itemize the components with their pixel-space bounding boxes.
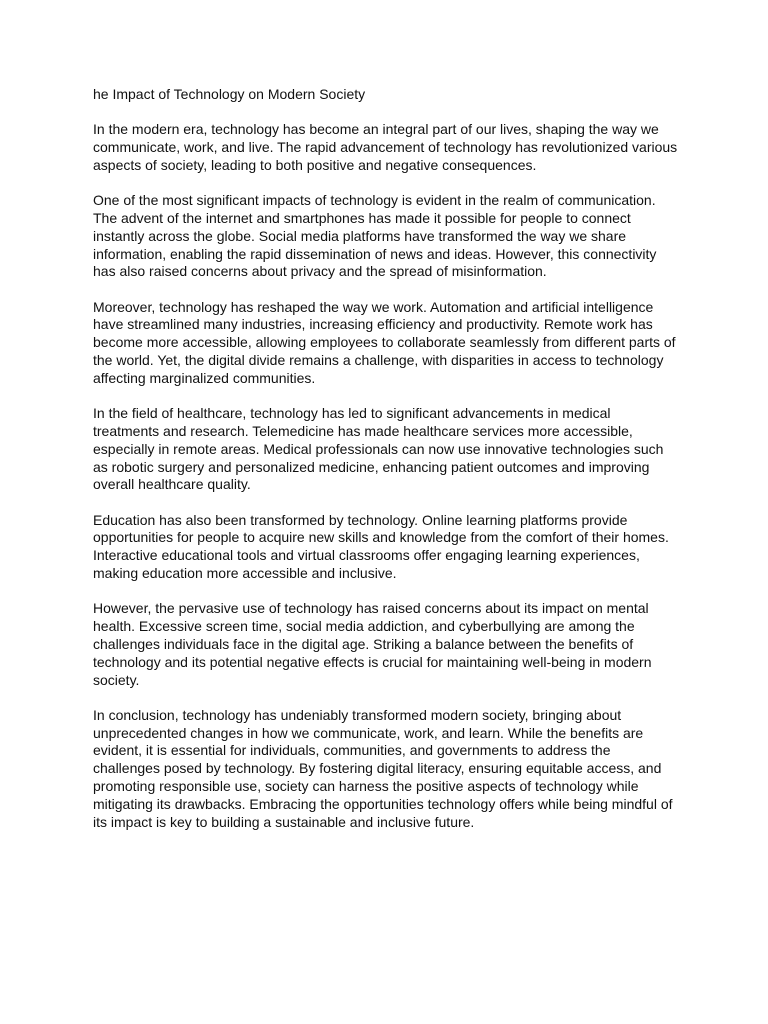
paragraph-communication: One of the most significant impacts of technology is evident in the realm of communication. The advent of the internet and smartphones has made it possible for people to connect instantly across the globe. Social media platforms have transformed the way we share information, enabling the rapid dissemination of news and ideas. However, this connectivity has also raised concerns about privacy and the spread of misinformation. [93, 192, 657, 280]
paragraph-mental-health: However, the pervasive use of technology has raised concerns about its impact on mental health. Excessive screen time, social media addiction, and cyberbullying are among the challenges individuals face in the digital age. Striking a balance between the benefits of technology and its potential negative effects is crucial for maintaining well-being in modern society. [93, 600, 652, 688]
paragraph-conclusion: In conclusion, technology has undeniably transformed modern society, bringing about unprecedented changes in how we communicate, work, and learn. While the benefits are evident, it is essential for individuals, communities, and governments to address the challenges posed by technology. By fostering digital literacy, ensuring equitable access, and promoting responsible use, society can harness the positive aspects of technology while mitigating its drawbacks. Embracing the opportunities technology offers while being mindful of its impact is key to building a sustainable and inclusive future. [93, 706, 673, 830]
paragraph-work: Moreover, technology has reshaped the way we work. Automation and artificial intelligence have streamlined many industries, increasing efficiency and productivity. Remote work has become more accessible, allowing employees to collaborate seamlessly from different parts of the world. Yet, the digital divide remains a challenge, with disparities in access to technology affecting marginalized communities. [93, 298, 676, 386]
document-title: he Impact of Technology on Modern Society [93, 86, 366, 102]
paragraph-healthcare: In the field of healthcare, technology has led to significant advancements in medical treatments and research. Telemedicine has made healthcare services more accessible, especially in remote areas. Medical professionals can now use innovative technologies such as robotic surgery and personalized medicine, enhancing patient outcomes and improving overall healthcare quality. [93, 405, 664, 493]
paragraph-intro: In the modern era, technology has become an integral part of our lives, shaping the way we communicate, work, and live. The rapid advancement of technology has revolutionized various aspects of society, leading to both positive and negative consequences. [93, 121, 678, 173]
document-body [93, 86, 678, 849]
paragraph-education: Education has also been transformed by technology. Online learning platforms provide opportunities for people to acquire new skills and knowledge from the comfort of their homes. Interactive educational tools and virtual classrooms offer engaging learning experiences, making education more accessible and inclusive. [93, 511, 669, 582]
